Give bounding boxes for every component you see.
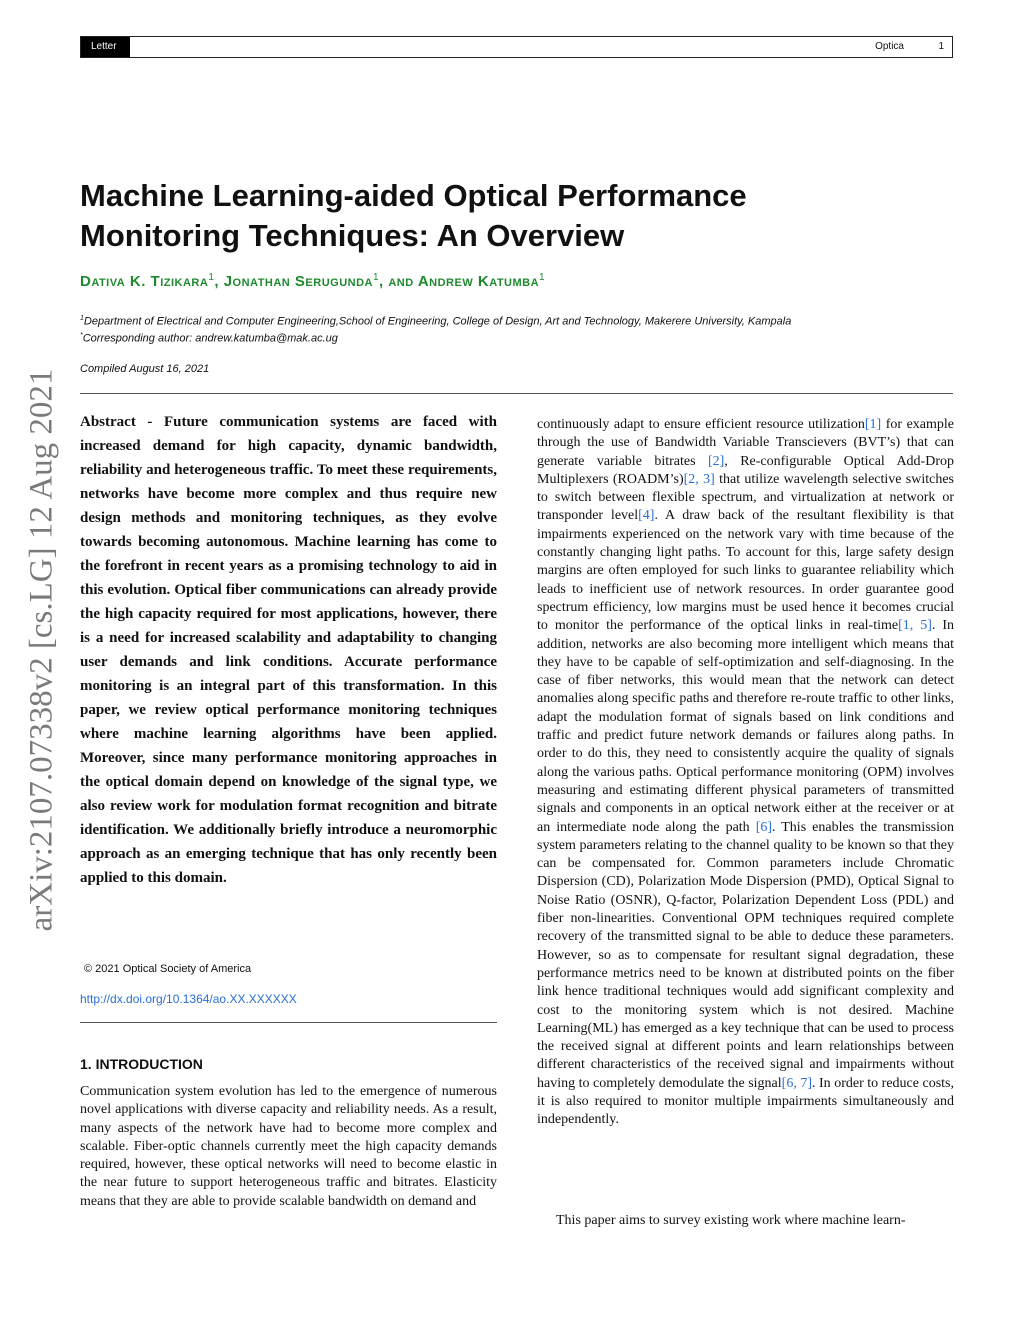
text-run: . A draw back of the resultant flexibility is that impairments experienced on the network vary with time because of the constantly changing light paths. To account for this, large safety design margins are often employed for such links to guarantee reliability which leads to inefficient use of network resources. In order guarantee good spectrum efficiency, low margins must be used hence it becomes crucial to monitor the performance of the optical links in real-time — [537, 508, 955, 634]
intro-paragraph: Communication system evolution has led to the emergence of numerous novel applications with diverse capacity and reliability needs. As a result, many aspects of the network have had to become more complex and scalable. Fiber-optic channels currently meet the high capacity demands required, however, these optical networks will need to become elastic in the near future to support heterogeneous traffic and bitrates. Elasticity means that they are able to provide scalable bandwidth on demand and — [80, 1084, 497, 1209]
abstract-divider — [80, 1022, 497, 1023]
text-run: continuously adapt to ensure efficient resource utilization — [537, 417, 865, 432]
citation-link[interactable]: [2, 3] — [683, 471, 715, 487]
citation-link[interactable]: [2] — [707, 453, 725, 469]
citation-link[interactable]: [1] — [864, 417, 882, 432]
author-separator: , — [214, 273, 224, 290]
header-divider — [80, 393, 953, 394]
corresponding-author — [80, 328, 960, 347]
section-heading-introduction: 1. INTRODUCTION — [80, 1056, 203, 1072]
author-affiliation-mark: 1 — [372, 272, 380, 283]
author-list — [80, 272, 940, 290]
author-separator: , and — [379, 273, 418, 290]
corresponding-text: Corresponding author: andrew.katumba@mak.ac.ug — [82, 332, 338, 345]
affiliation-text: Department of Electrical and Computer Engineering,School of Engineering, College of Design, Art and Technology, Makerere University, Kampala — [83, 315, 792, 328]
text-run: . In addition, networks are also becoming more intelligent which means that they have to be capable of self-optimization and self-diagnosing. In the case of fiber networks, this would mean that the network can detect anomalies along specific paths and therefore re-route traffic to other links, adapt the modulation format of signals based on link conditions and traffic and predict future network demands or failures along paths. In order to do this, they need to consistently acquire the quality of signals along the various paths. Optical performance monitoring (OPM) involves measuring and estimating different physical parameters of transmitted signals and components in an optical network either at the receiver or at an intermediate node along the path — [537, 618, 955, 835]
running-header — [80, 36, 953, 58]
citation-link[interactable]: [6, 7] — [781, 1075, 812, 1091]
arxiv-side-stamp: arXiv:2107.07338v2 [cs.LG] 12 Aug 2021 — [23, 368, 60, 932]
citation-link[interactable]: [6] — [755, 819, 773, 835]
text-run: that utilize wavelength selective switches to switch between flexible spectrum, and virtualization at network or transponder level — [537, 471, 955, 524]
affiliation — [80, 311, 960, 330]
text-run: . This enables the transmission system parameters relating to the channel quality to be known so that they can be compensated for. Common parameters include Chromatic Dispersion (CD), Polarization Mode Dispersion (PMD), Optical Signal to Noise Ratio (OSNR), Q-factor, Polarization Dependent Loss (PDL) and fiber non-linearities. Conventional OPM techniques required complete recovery of the transmitted signal to be able to deduce these parameters. However, so as to compensate for resultant signal degradation, these performance metrics need to be known at distributed points on the fiber link hence traditional techniques would add significant complexity and cost to the monitoring system which is not desired. Machine Learning(ML) has emerged as a key technique that can be used to process the received signal at different points and learn relationships between different characteristics of the received signal and impairments without having to completely demodulate the signal — [537, 819, 954, 1091]
text-run: , Re-configurable Optical Add-Drop Multiplexers (ROADM’s) — [537, 453, 954, 487]
abstract: Abstract - Future communication systems are faced with increased demand for high capacity, dynamic bandwidth, reliability and heterogeneous traffic. To meet these requirements, networks have become more complex and thus require new design methods and monitoring techniques, as they evolve towards becoming autonomous. Machine learning has come to the forefront in recent years as a promising technology to aid in this evolution. Optical fiber communications can already provide the high capacity required for most applications, however, there is a need for increased scalability and adaptability to changing user demands and link conditions. Accurate performance monitoring is an integral part of this transformation. In this paper, we review optical performance monitoring techniques where machine learning algorithms have been applied. Moreover, since many performance monitoring approaches in the optical domain depend on knowledge of the signal type, we also review work for modulation format recognition and bitrate identification. We additionally briefly introduce a neuromorphic approach as an emerging technique that has only recently been applied to this domain. — [80, 414, 497, 886]
author-name: Jonathan Serugunda — [223, 273, 373, 290]
right-column-text — [537, 416, 954, 1130]
corresponding-mark: * — [80, 332, 83, 339]
compiled-date: Compiled August 16, 2021 — [80, 363, 210, 375]
doi-link[interactable]: http://dx.doi.org/10.1364/ao.XX.XXXXXX — [80, 992, 297, 1006]
citation-link[interactable]: [4] — [638, 508, 655, 524]
author-affiliation-mark: 1 — [208, 272, 215, 283]
page-number: 1 — [938, 41, 944, 52]
journal-name: Optica — [875, 41, 904, 52]
author-name: Andrew Katumba — [417, 273, 540, 290]
author-affiliation-mark: 1 — [539, 272, 546, 283]
text-run: . In order to reduce costs, it is also required to monitor multiple impairments simultaneously and independently. — [537, 1075, 954, 1128]
text-run: for example through the use of Bandwidth Variable Transcievers (BVT’s) that can generate variable bitrates — [537, 417, 955, 469]
affiliation-mark: 1 — [80, 315, 84, 322]
author-name: Dativa K. Tizikara — [80, 273, 209, 290]
next-paragraph-start: This paper aims to survey existing work where machine learn- — [556, 1213, 906, 1228]
article-type-label: Letter — [81, 37, 130, 57]
citation-link[interactable]: [1, 5] — [898, 618, 932, 634]
copyright-notice: © 2021 Optical Society of America — [84, 963, 252, 975]
paper-title: Machine Learning-aided Optical Performance Monitoring Techniques: An Overview — [80, 178, 747, 253]
